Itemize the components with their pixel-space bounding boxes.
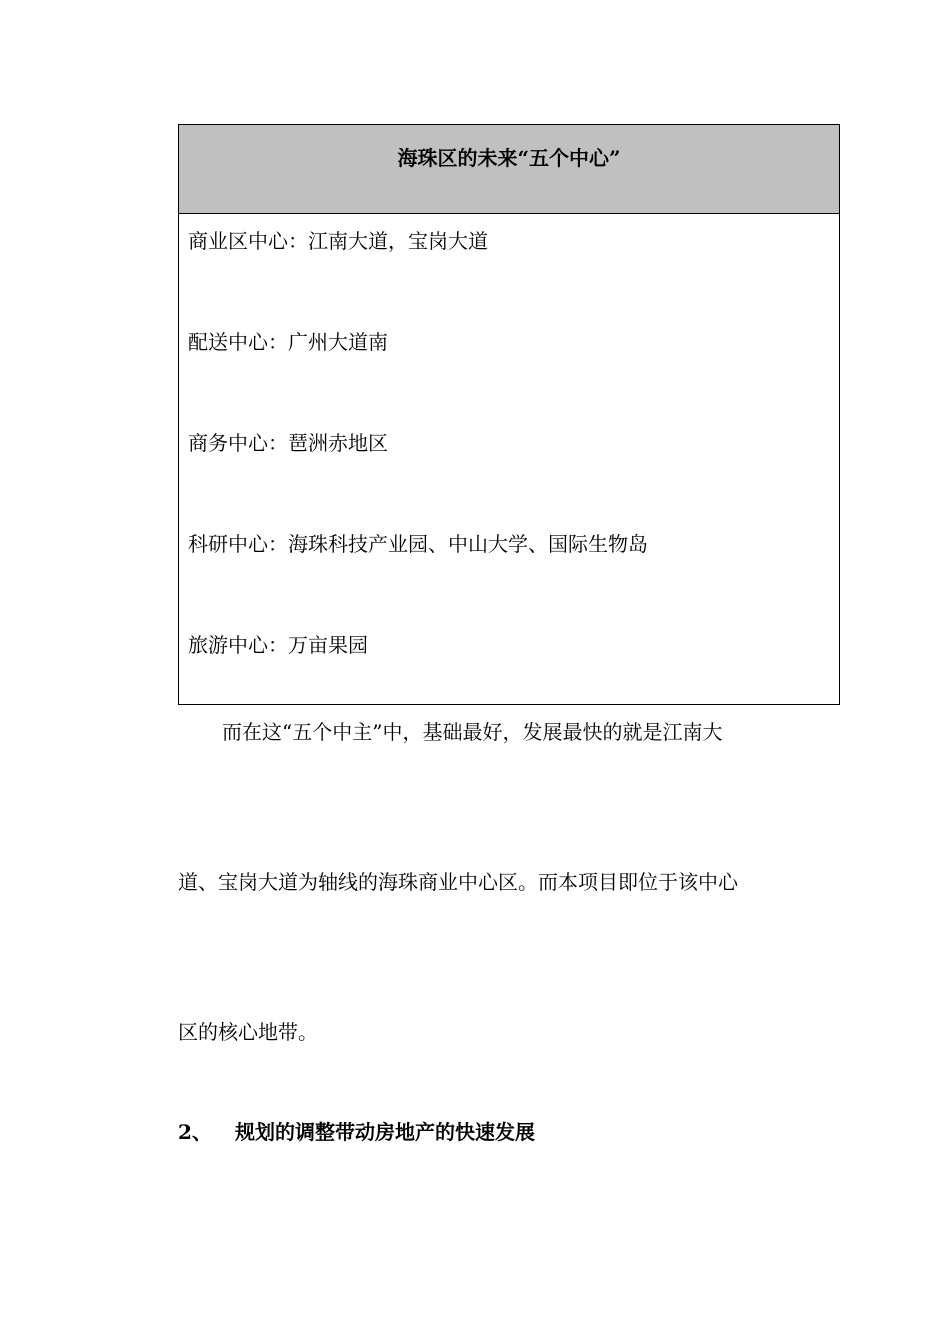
table-body <box>179 214 839 732</box>
table-row-commercial: 商业区中心：江南大道，宝岗大道 <box>188 229 488 253</box>
table-row-research: 科研中心：海珠科技产业园、中山大学、国际生物岛 <box>188 532 648 556</box>
section-heading <box>178 1118 535 1146</box>
table-header: 海珠区的未来“五个中心” <box>179 125 839 214</box>
paragraph-line-3: 区的核心地带。 <box>178 1020 318 1044</box>
table-row-business: 商务中心：琶洲赤地区 <box>188 431 388 455</box>
five-centers-table <box>178 124 840 705</box>
table-row-distribution: 配送中心：广州大道南 <box>188 330 388 354</box>
table-row-tourism: 旅游中心：万亩果园 <box>188 633 368 657</box>
section-title: 规划的调整带动房地产的快速发展 <box>235 1120 535 1144</box>
paragraph-line-2: 道、宝岗大道为轴线的海珠商业中心区。而本项目即位于该中心 <box>178 870 738 894</box>
paragraph-line-1: 而在这“五个中主”中，基础最好，发展最快的就是江南大 <box>222 720 723 744</box>
section-number: 2、 <box>178 1120 212 1144</box>
